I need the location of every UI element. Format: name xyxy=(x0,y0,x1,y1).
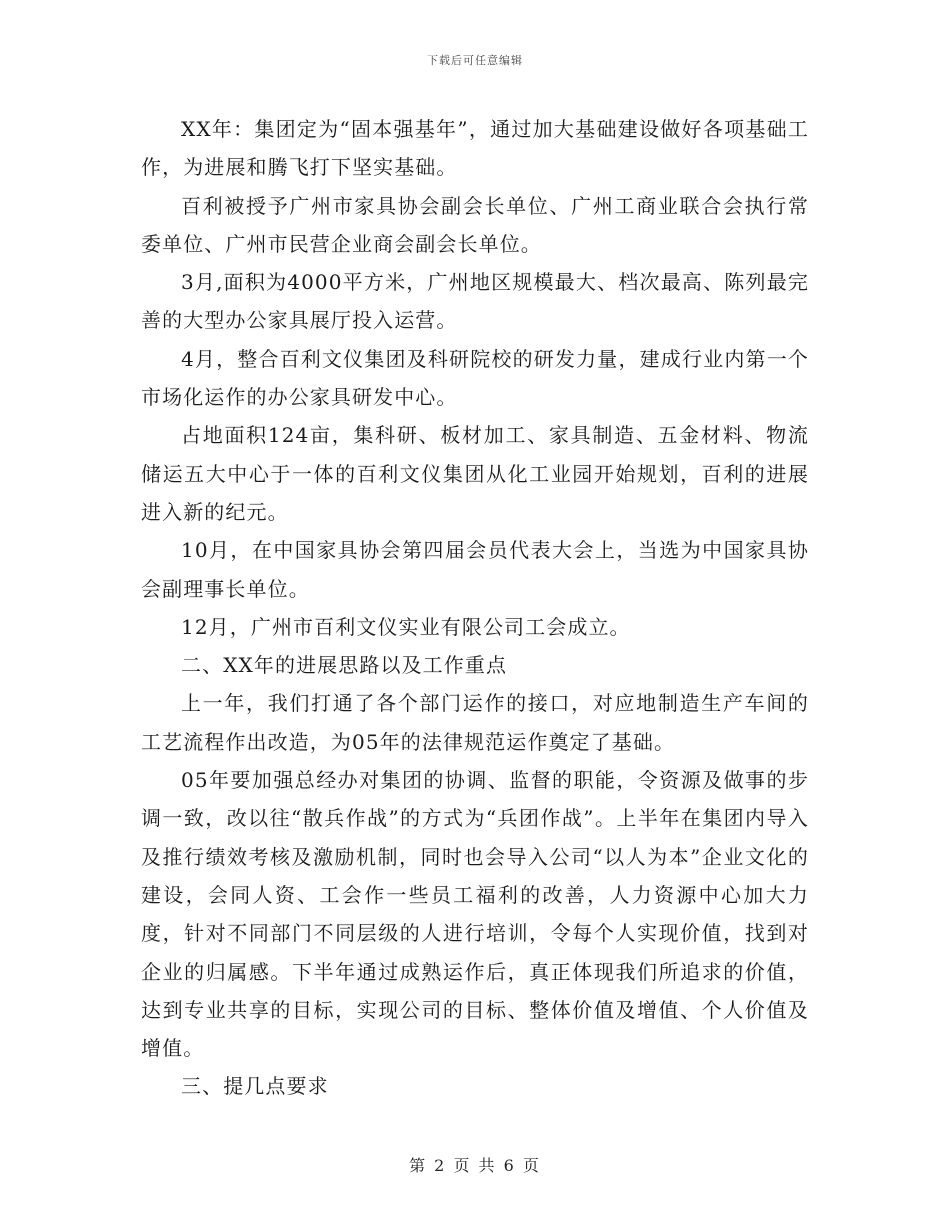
paragraph-5: 占地面积124亩，集科研、板材加工、家具制造、五金材料、物流储运五大中心于一体的百利文仪集团从化工业园开始规划，百利的进展进入新的纪元。 xyxy=(141,423,809,524)
paragraph-2: 百利被授予广州市家具协会副会长单位、广州工商业联合会执行常委单位、广州市民营企业商会副会长单位。 xyxy=(141,193,809,256)
paragraph-7: 12月，广州市百利文仪实业有限公司工会成立。 xyxy=(181,614,631,639)
paragraph-3: 3月,面积为4000平方米，广州地区规模最大、档次最高、陈列最完善的大型办公家具展厅投入运营。 xyxy=(141,270,809,333)
page-number-footer: 第 2 页 共 6 页 xyxy=(409,1156,541,1175)
section-heading-2: 二、XX年的进展思路以及工作重点 xyxy=(181,653,508,678)
paragraph-4: 4月，整合百利文仪集团及科研院校的研发力量，建成行业内第一个市场化运作的办公家具研发中心。 xyxy=(141,346,809,410)
paragraph-1: XX年：集团定为“固本强基年”，通过加大基础建设做好各项基础工作，为进展和腾飞打下坚实基础。 xyxy=(141,117,809,180)
paragraph-9: 05年要加强总经办对集团的协调、监督的职能，令资源及做事的步调一致，改以往“散兵作战”的方式为“兵团作战”。上半年在集团内导入及推行绩效考核及激励机制，同时也会导入公司“以人为本”企业文化的建设，会同人资、工会作一些员工福利的改善，人力资源中心加大力度，针对不同部门不同层级的人进行培训，令每个人实现价值，找到对企业的归属感。下半年通过成熟运作后，真正体现我们所追求的价值，达到专业共享的目标，实现公司的目标、整体价值及增值、个人价值及增值。 xyxy=(141,768,809,1061)
paragraph-6: 10月，在中国家具协会第四届会员代表大会上，当选为中国家具协会副理事长单位。 xyxy=(141,538,809,601)
section-heading-3: 三、提几点要求 xyxy=(181,1074,329,1099)
document-body xyxy=(141,110,809,1106)
page-header: 下载后可任意编辑 xyxy=(427,54,523,67)
paragraph-8: 上一年，我们打通了各个部门运作的接口，对应地制造生产车间的工艺流程作出改造，为05年的法律规范运作奠定了基础。 xyxy=(141,691,809,754)
